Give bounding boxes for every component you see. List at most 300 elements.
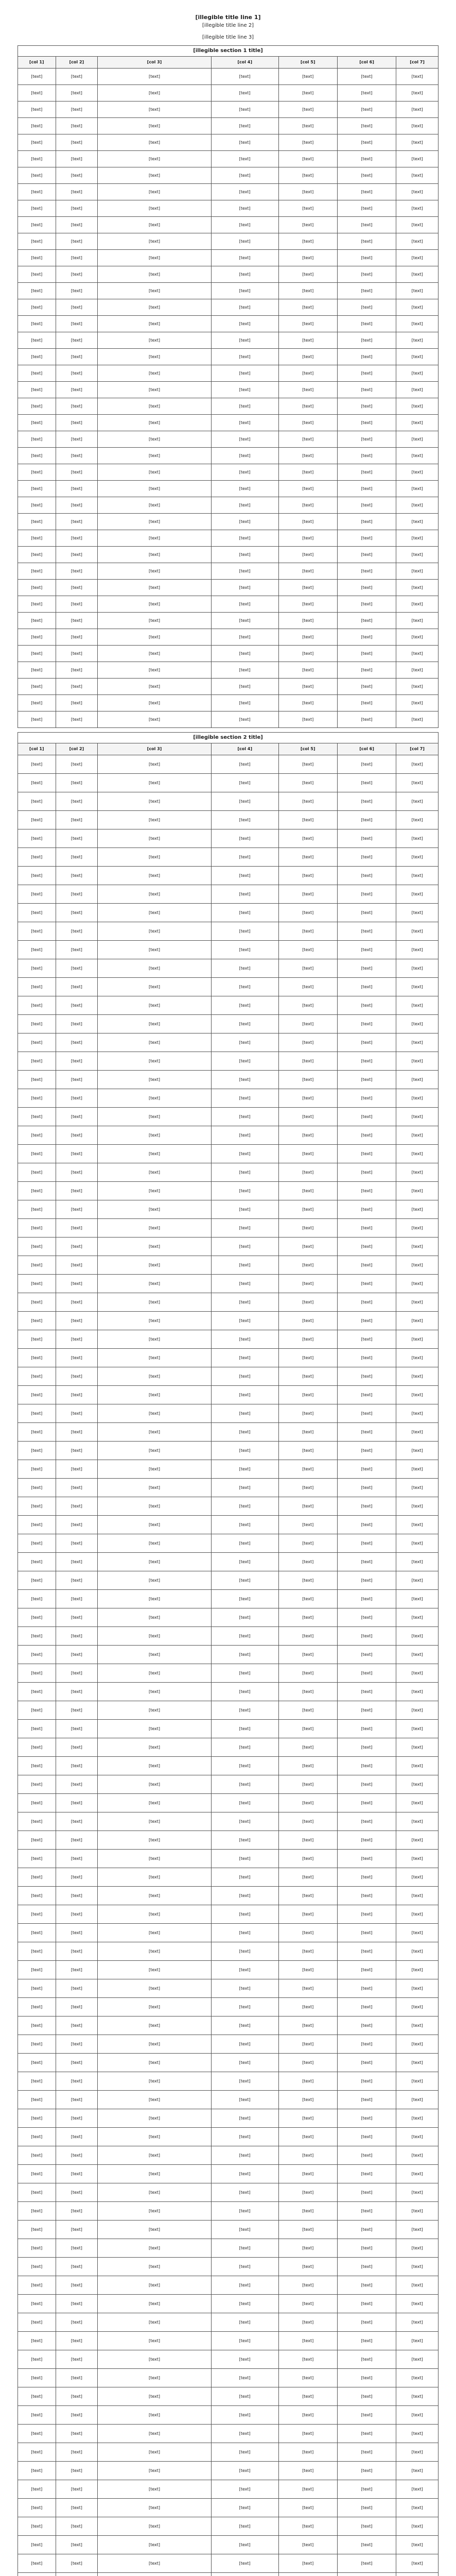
table-cell: [text] [211, 613, 278, 629]
table-cell: [text] [337, 266, 396, 283]
table-cell: [text] [211, 1850, 278, 1868]
table-cell: [text] [18, 1590, 56, 1608]
table-cell: [text] [211, 1497, 278, 1516]
table-cell: [text] [278, 613, 337, 629]
table-cell: [text] [337, 1571, 396, 1590]
table-row [18, 2313, 439, 2332]
table-cell: [text] [98, 2443, 212, 2462]
table-cell: [text] [56, 332, 98, 349]
table-cell: [text] [98, 481, 212, 497]
table-cell: [text] [98, 217, 212, 233]
table-cell: [text] [211, 316, 278, 332]
table-cell: [text] [278, 1423, 337, 1442]
table-cell: [text] [56, 1349, 98, 1367]
table-cell: [text] [211, 250, 278, 266]
table-cell: [text] [278, 2425, 337, 2443]
table-cell: [text] [18, 1460, 56, 1479]
table-row [18, 1664, 439, 1683]
table-cell: [text] [98, 134, 212, 151]
table-cell: [text] [278, 1627, 337, 1646]
table-cell: [text] [396, 2369, 439, 2387]
table-cell: [text] [18, 829, 56, 848]
table-cell: [text] [56, 1516, 98, 1534]
column-header: [col 4] [211, 57, 278, 69]
table-cell: [text] [18, 151, 56, 167]
table-cell: [text] [18, 200, 56, 217]
table-cell: [text] [18, 2313, 56, 2332]
table-row [18, 1145, 439, 1163]
table-cell: [text] [337, 1924, 396, 1942]
table-cell: [text] [337, 563, 396, 580]
table-cell: [text] [211, 2499, 278, 2517]
table-cell: [text] [278, 1367, 337, 1386]
table-cell: [text] [337, 69, 396, 85]
table-cell: [text] [211, 1961, 278, 1979]
table-cell: [text] [98, 332, 212, 349]
table-cell: [text] [278, 2406, 337, 2425]
table-cell: [text] [337, 922, 396, 941]
table-row [18, 85, 439, 101]
table-cell: [text] [337, 250, 396, 266]
table-cell: [text] [18, 1145, 56, 1163]
table-cell: [text] [18, 2258, 56, 2276]
table-cell: [text] [56, 2480, 98, 2499]
table-cell: [text] [56, 2350, 98, 2369]
table-cell: [text] [396, 978, 439, 996]
table-cell: [text] [98, 85, 212, 101]
table-cell: [text] [211, 1924, 278, 1942]
table-cell: [text] [56, 922, 98, 941]
table-cell: [text] [211, 101, 278, 118]
table-cell: [text] [98, 996, 212, 1015]
table-cell: [text] [98, 1646, 212, 1664]
table-cell: [text] [18, 1831, 56, 1850]
table-cell: [text] [211, 978, 278, 996]
table-cell: [text] [56, 662, 98, 679]
table-cell: [text] [56, 431, 98, 448]
table-cell: [text] [56, 1979, 98, 1998]
table-cell: [text] [278, 1256, 337, 1275]
table-cell: [text] [98, 283, 212, 299]
table-cell: [text] [211, 679, 278, 695]
table-cell: [text] [98, 1238, 212, 1256]
table-cell: [text] [56, 1108, 98, 1126]
table-cell: [text] [211, 1275, 278, 1293]
table-cell: [text] [278, 1052, 337, 1071]
table-cell: [text] [337, 1868, 396, 1887]
table-row [18, 2239, 439, 2258]
table-cell: [text] [98, 2369, 212, 2387]
table-cell: [text] [337, 1794, 396, 1812]
table-cell: [text] [396, 1571, 439, 1590]
table-cell: [text] [337, 1590, 396, 1608]
table-cell: [text] [211, 233, 278, 250]
table-cell: [text] [396, 1979, 439, 1998]
table-cell: [text] [18, 1349, 56, 1367]
table-row [18, 382, 439, 398]
table-cell: [text] [98, 2462, 212, 2480]
table-row [18, 1516, 439, 1534]
table-row [18, 1163, 439, 1182]
table-cell: [text] [56, 2202, 98, 2221]
table-cell: [text] [56, 1627, 98, 1646]
table-cell: [text] [56, 580, 98, 596]
table-cell: [text] [211, 1312, 278, 1330]
table-cell: [text] [18, 580, 56, 596]
table-row [18, 1442, 439, 1460]
table-cell: [text] [278, 2016, 337, 2035]
table-cell: [text] [56, 941, 98, 959]
table-cell: [text] [396, 481, 439, 497]
table-cell: [text] [337, 2332, 396, 2350]
table-cell: [text] [98, 1404, 212, 1423]
table-cell: [text] [396, 1738, 439, 1757]
table-cell: [text] [337, 530, 396, 547]
table-cell: [text] [98, 1961, 212, 1979]
table-row [18, 217, 439, 233]
table-cell: [text] [396, 996, 439, 1015]
table-cell: [text] [278, 382, 337, 398]
table-cell: [text] [211, 922, 278, 941]
table-cell: [text] [211, 1720, 278, 1738]
table-cell: [text] [98, 922, 212, 941]
table-cell: [text] [56, 1200, 98, 1219]
table-cell: [text] [18, 134, 56, 151]
table-cell: [text] [337, 1683, 396, 1701]
table-cell: [text] [211, 848, 278, 867]
table-cell: [text] [98, 2295, 212, 2313]
table-cell: [text] [396, 941, 439, 959]
table-cell: [text] [337, 867, 396, 885]
table-cell: [text] [337, 2091, 396, 2109]
table-cell: [text] [98, 679, 212, 695]
table-cell: [text] [337, 1942, 396, 1961]
table-cell: [text] [98, 867, 212, 885]
table-cell: [text] [396, 1646, 439, 1664]
table-row [18, 629, 439, 646]
table-cell: [text] [18, 1256, 56, 1275]
table-cell: [text] [18, 2054, 56, 2072]
table-cell: [text] [56, 2332, 98, 2350]
table-row [18, 2128, 439, 2146]
table-cell: [text] [337, 1664, 396, 1683]
table-row [18, 792, 439, 811]
table-cell: [text] [18, 1126, 56, 1145]
column-header: [col 1] [18, 743, 56, 755]
table-row [18, 2035, 439, 2054]
table-cell: [text] [56, 1720, 98, 1738]
table-cell: [text] [337, 580, 396, 596]
table-cell: [text] [211, 1349, 278, 1367]
table-cell: [text] [278, 1312, 337, 1330]
table-cell: [text] [337, 2258, 396, 2276]
table-cell: [text] [98, 2480, 212, 2499]
section-title: [illegible section 1 title] [17, 45, 439, 56]
table-cell: [text] [211, 1775, 278, 1794]
table-cell: [text] [278, 1534, 337, 1553]
table-cell: [text] [56, 1145, 98, 1163]
table-cell: [text] [278, 1608, 337, 1627]
section-block [17, 732, 439, 2576]
table-row [18, 1775, 439, 1794]
table-cell: [text] [56, 200, 98, 217]
table-cell: [text] [211, 118, 278, 134]
table-cell: [text] [18, 596, 56, 613]
table-cell: [text] [18, 233, 56, 250]
table-cell: [text] [396, 885, 439, 904]
table-cell: [text] [18, 1850, 56, 1868]
table-cell: [text] [396, 2517, 439, 2536]
table-cell: [text] [18, 848, 56, 867]
table-row [18, 1423, 439, 1442]
table-cell: [text] [278, 2536, 337, 2554]
table-cell: [text] [98, 2202, 212, 2221]
table-cell: [text] [396, 1423, 439, 1442]
table-cell: [text] [98, 514, 212, 530]
table-cell: [text] [98, 1850, 212, 1868]
table-cell: [text] [211, 2295, 278, 2313]
table-cell: [text] [337, 2054, 396, 2072]
table-cell: [text] [98, 2183, 212, 2202]
table-cell: [text] [278, 1924, 337, 1942]
table-cell: [text] [337, 415, 396, 431]
table-cell: [text] [18, 2202, 56, 2221]
table-cell: [text] [396, 580, 439, 596]
table-cell: [text] [278, 464, 337, 481]
table-cell: [text] [396, 1479, 439, 1497]
table-row [18, 530, 439, 547]
table-cell: [text] [98, 2072, 212, 2091]
table-cell: [text] [211, 629, 278, 646]
table-cell: [text] [56, 2128, 98, 2146]
table-cell: [text] [98, 1534, 212, 1553]
table-row [18, 415, 439, 431]
table-cell: [text] [396, 1442, 439, 1460]
table-cell: [text] [211, 1200, 278, 1219]
table-row [18, 1256, 439, 1275]
column-header: [col 6] [337, 743, 396, 755]
table-cell: [text] [98, 563, 212, 580]
table-cell: [text] [211, 448, 278, 464]
table-cell: [text] [18, 2146, 56, 2165]
table-cell: [text] [278, 1293, 337, 1312]
table-cell: [text] [337, 431, 396, 448]
table-cell: [text] [396, 1330, 439, 1349]
table-cell: [text] [98, 978, 212, 996]
table-cell: [text] [18, 1924, 56, 1942]
table-cell: [text] [337, 1608, 396, 1627]
table-cell: [text] [278, 2202, 337, 2221]
table-cell: [text] [98, 1794, 212, 1812]
table-cell: [text] [337, 2536, 396, 2554]
table-cell: [text] [56, 867, 98, 885]
table-cell: [text] [98, 415, 212, 431]
table-cell: [text] [98, 2165, 212, 2183]
table-cell: [text] [18, 1442, 56, 1460]
table-cell: [text] [18, 646, 56, 662]
table-cell: [text] [56, 2369, 98, 2387]
table-cell [278, 2573, 337, 2576]
table-cell: [text] [211, 1015, 278, 1033]
table-cell: [text] [18, 2072, 56, 2091]
table-row [18, 1720, 439, 1738]
table-cell: [text] [278, 1497, 337, 1516]
table-row [18, 1868, 439, 1887]
table-row [18, 1108, 439, 1126]
table-cell: [text] [56, 1386, 98, 1404]
table-cell: [text] [56, 398, 98, 415]
table-cell: [text] [396, 2313, 439, 2332]
table-cell: [text] [98, 299, 212, 316]
table-cell: [text] [56, 563, 98, 580]
column-header: [col 1] [18, 57, 56, 69]
table-cell: [text] [56, 2258, 98, 2276]
table-row [18, 481, 439, 497]
table-row [18, 2517, 439, 2536]
table-cell: [text] [18, 2554, 56, 2573]
table-row [18, 1683, 439, 1701]
table-cell: [text] [98, 1775, 212, 1794]
table-cell: [text] [211, 711, 278, 728]
table-cell: [text] [278, 2054, 337, 2072]
table-cell: [text] [278, 299, 337, 316]
table-cell: [text] [278, 1887, 337, 1905]
table-cell [18, 2573, 56, 2576]
table-row [18, 829, 439, 848]
table-cell: [text] [396, 1794, 439, 1812]
table-cell: [text] [56, 1089, 98, 1108]
table-cell: [text] [396, 848, 439, 867]
table-cell: [text] [211, 1534, 278, 1553]
table-cell: [text] [18, 1367, 56, 1386]
table-cell: [text] [56, 2091, 98, 2109]
table-cell [396, 2573, 439, 2576]
table-cell: [text] [98, 1256, 212, 1275]
table-cell: [text] [337, 1442, 396, 1460]
table-cell: [text] [396, 755, 439, 774]
table-cell: [text] [18, 2109, 56, 2128]
table-cell: [text] [396, 2480, 439, 2499]
table-cell: [text] [98, 1831, 212, 1850]
table-cell: [text] [98, 1701, 212, 1720]
table-cell: [text] [98, 1126, 212, 1145]
table-cell: [text] [337, 299, 396, 316]
table-cell: [text] [211, 1571, 278, 1590]
table-cell: [text] [337, 398, 396, 415]
table-cell: [text] [396, 464, 439, 481]
table-cell: [text] [337, 2035, 396, 2054]
table-row [18, 1071, 439, 1089]
table-row [18, 398, 439, 415]
table-cell: [text] [98, 1312, 212, 1330]
data-table [17, 743, 439, 2576]
table-cell: [text] [396, 2202, 439, 2221]
table-row [18, 431, 439, 448]
table-cell: [text] [18, 2276, 56, 2295]
table-row [18, 2221, 439, 2239]
table-row [18, 1553, 439, 1571]
table-cell: [text] [18, 1646, 56, 1664]
table-cell: [text] [337, 1163, 396, 1182]
table-cell: [text] [278, 1238, 337, 1256]
table-cell: [text] [18, 1553, 56, 1571]
table-cell: [text] [98, 1683, 212, 1701]
table-cell: [text] [337, 596, 396, 613]
table-row [18, 2258, 439, 2276]
table-cell: [text] [56, 2165, 98, 2183]
table-cell: [text] [18, 2295, 56, 2313]
table-cell: [text] [337, 2146, 396, 2165]
table-cell: [text] [211, 2313, 278, 2332]
table-cell: [text] [396, 711, 439, 728]
table-row [18, 904, 439, 922]
table-cell: [text] [56, 755, 98, 774]
table-cell: [text] [337, 2221, 396, 2239]
table-cell: [text] [396, 679, 439, 695]
table-cell: [text] [18, 2443, 56, 2462]
table-cell: [text] [56, 167, 98, 184]
table-cell: [text] [337, 1553, 396, 1571]
table-cell: [text] [396, 2146, 439, 2165]
table-row [18, 2016, 439, 2035]
table-cell: [text] [18, 679, 56, 695]
table-row [18, 250, 439, 266]
table-cell: [text] [278, 2332, 337, 2350]
table-cell: [text] [337, 1460, 396, 1479]
table-cell: [text] [56, 2554, 98, 2573]
table-cell: [text] [337, 646, 396, 662]
table-cell: [text] [98, 1200, 212, 1219]
table-cell: [text] [98, 1163, 212, 1182]
table-cell: [text] [278, 1145, 337, 1163]
table-cell: [text] [396, 1534, 439, 1553]
table-cell: [text] [211, 2554, 278, 2573]
table-cell: [text] [211, 398, 278, 415]
table-cell: [text] [278, 200, 337, 217]
table-cell: [text] [18, 2221, 56, 2239]
table-cell: [text] [337, 1330, 396, 1349]
table-cell: [text] [278, 1961, 337, 1979]
table-cell: [text] [18, 1312, 56, 1330]
table-cell: [text] [396, 1108, 439, 1126]
table-cell: [text] [56, 2295, 98, 2313]
table-cell: [text] [56, 1738, 98, 1757]
table-cell: [text] [278, 811, 337, 829]
table-cell: [text] [98, 848, 212, 867]
table-cell: [text] [98, 2128, 212, 2146]
table-cell: [text] [56, 679, 98, 695]
table-row [18, 755, 439, 774]
table-cell: [text] [98, 1738, 212, 1757]
table-cell: [text] [396, 596, 439, 613]
table-cell: [text] [18, 1868, 56, 1887]
table-cell: [text] [211, 481, 278, 497]
table-cell: [text] [396, 1627, 439, 1646]
table-cell: [text] [396, 200, 439, 217]
table-cell: [text] [337, 233, 396, 250]
table-cell: [text] [396, 1497, 439, 1516]
table-cell: [text] [337, 1404, 396, 1423]
table-cell: [text] [278, 1071, 337, 1089]
table-cell: [text] [18, 1701, 56, 1720]
table-row [18, 1312, 439, 1330]
table-cell: [text] [337, 1423, 396, 1442]
table-cell: [text] [211, 514, 278, 530]
table-cell: [text] [278, 1683, 337, 1701]
table-cell: [text] [98, 1497, 212, 1516]
table-cell: [text] [56, 217, 98, 233]
table-cell: [text] [56, 2054, 98, 2072]
